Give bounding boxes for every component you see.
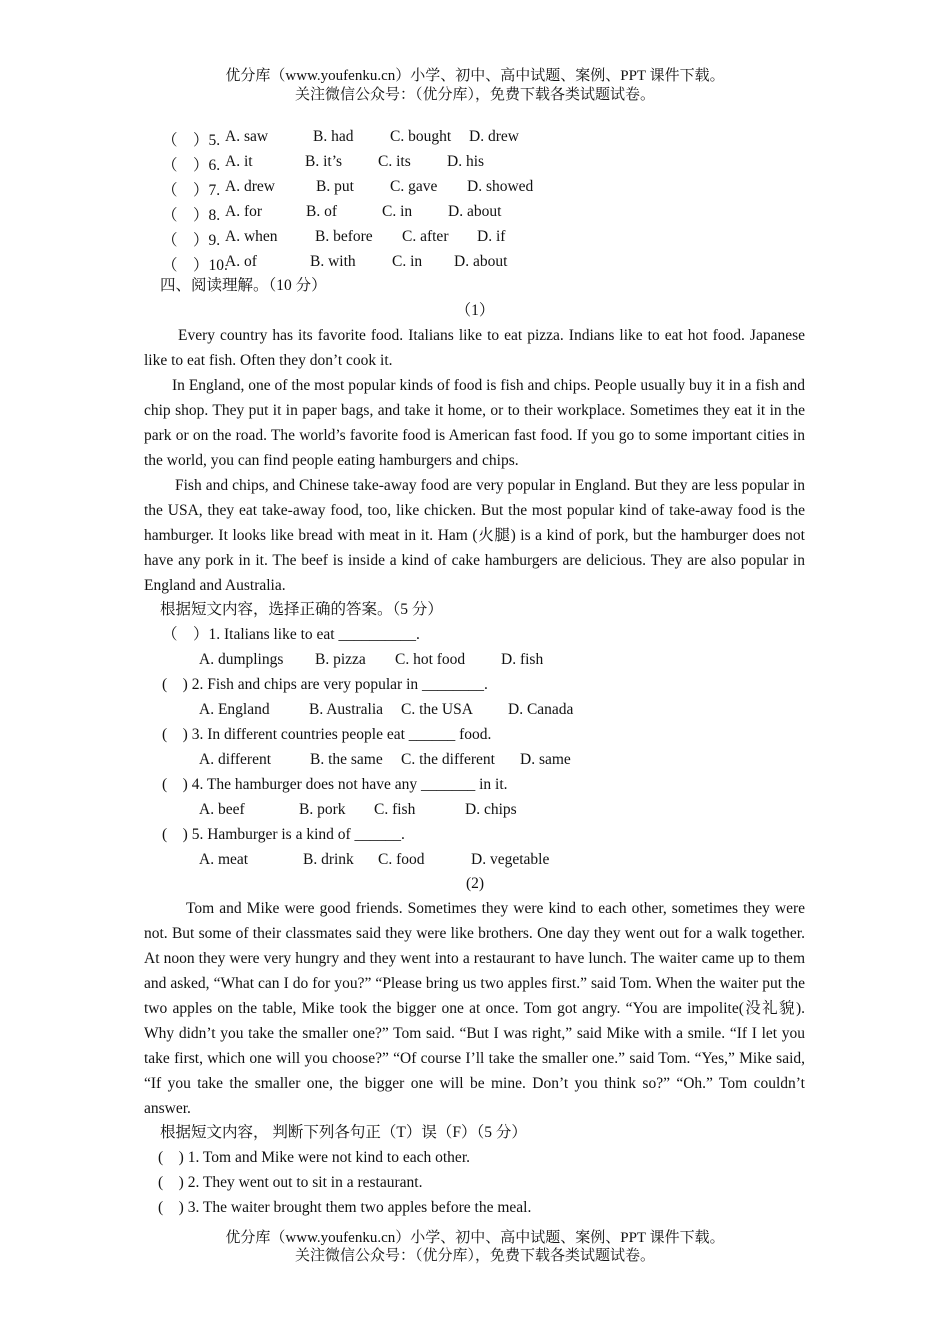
question-5: ( ) 5. Hamburger is a kind of ______. [162, 826, 405, 843]
header-line-1: 优分库（www.youfenku.cn）小学、初中、高中试题、案例、PPT 课件下载。 [225, 68, 725, 84]
q1-option-b: B. pizza [315, 651, 366, 668]
option-d: D. his [447, 153, 485, 170]
q3-option-c: C. the different [401, 751, 495, 768]
section-title: 四、阅读理解。（10 分） [160, 277, 327, 294]
passage-1-paragraph-2: In England, one of the most popular kinds of food is fish and chips. People usually buy it in a fish and chip shop. They put it in paper bags, and take it home, or to their workplace. Sometimes they eat it in the park or on the road. The world’s favorite food is American fast food. If you go to some important cities in the world, you can find people eating hamburgers and chips. [144, 377, 805, 469]
q4-option-d: D. chips [465, 801, 517, 818]
option-c: C. after [402, 228, 449, 245]
option-c: C. gave [390, 178, 438, 195]
statement-1: ( ) 1. Tom and Mike were not kind to each other. [158, 1149, 470, 1166]
option-a: A. it [225, 153, 253, 170]
option-b: B. put [316, 178, 354, 195]
option-b: B. of [306, 203, 337, 220]
statement-2: ( ) 2. They went out to sit in a restaurant. [158, 1174, 423, 1191]
option-a: A. saw [225, 128, 269, 145]
footer-line-2: 关注微信公众号：（优分库），免费下载各类试题试卷。 [294, 1248, 655, 1264]
q3-option-a: A. different [199, 751, 272, 768]
q5-option-d: D. vegetable [471, 851, 550, 868]
option-b: B. it’s [305, 153, 343, 170]
passage-1-paragraph-3: Fish and chips, and Chinese take-away food are very popular in England. But they are less popular in the USA, they eat take-away food, too, like chicken. But the most popular kind of take-away food is the hamburger. It looks like bread with meat in it. Ham (火腿) is a kind of pork, but the hamburger does not have any pork in it. The beef is inside a kind of cake hamburgers are delicious. They are also popular in England and Australia. [144, 477, 805, 594]
option-d: D. about [448, 203, 502, 220]
q5-option-b: B. drink [303, 851, 354, 868]
option-d: D. about [454, 253, 508, 270]
q4-option-b: B. pork [299, 801, 346, 818]
q4-option-a: A. beef [199, 801, 245, 818]
question-number: （ ）8. [162, 207, 221, 224]
option-a: A. drew [225, 178, 275, 195]
statement-3: ( ) 3. The waiter brought them two apples before the meal. [158, 1199, 532, 1216]
question-number: （ ）10. [162, 257, 228, 274]
q4-option-c: C. fish [374, 801, 416, 818]
q2-option-a: A. England [199, 701, 270, 718]
q3-option-b: B. the same [310, 751, 383, 768]
q1-option-d: D. fish [501, 651, 544, 668]
q2-option-b: B. Australia [309, 701, 384, 718]
question-2: ( ) 2. Fish and chips are very popular in ________. [162, 676, 488, 693]
header-line-2: 关注微信公众号：（优分库），免费下载各类试题试卷。 [294, 87, 655, 103]
option-a: A. when [225, 228, 278, 245]
question-number: （ ）5. [162, 132, 221, 149]
option-b: B. with [310, 253, 356, 270]
footer-line-1: 优分库（www.youfenku.cn）小学、初中、高中试题、案例、PPT 课件下载。 [225, 1230, 725, 1246]
option-d: D. if [477, 228, 506, 245]
q3-option-d: D. same [520, 751, 571, 768]
q5-option-c: C. food [378, 851, 425, 868]
question-1: （ ）1. Italians like to eat __________. [162, 626, 420, 643]
q2-option-d: D. Canada [508, 701, 574, 718]
q5-option-a: A. meat [199, 851, 249, 868]
option-a: A. of [225, 253, 257, 270]
option-c: C. its [378, 153, 411, 170]
question-number: （ ）7. [162, 182, 221, 199]
question-3: ( ) 3. In different countries people eat ______ food. [162, 726, 492, 743]
q2-option-c: C. the USA [401, 701, 473, 718]
q1-option-c: C. hot food [395, 651, 466, 668]
question-4: ( ) 4. The hamburger does not have any _______ in it. [162, 776, 508, 793]
q1-option-a: A. dumplings [199, 651, 284, 668]
option-d: D. showed [467, 178, 534, 195]
option-b: B. had [313, 128, 354, 145]
passage-1-paragraph-1: Every country has its favorite food. Italians like to eat pizza. Indians like to eat hot food. Japanese like to eat fish. Often they don’t cook it. [144, 327, 805, 369]
option-c: C. in [382, 203, 413, 220]
option-c: C. in [392, 253, 423, 270]
question-number: （ ）6. [162, 157, 221, 174]
option-d: D. drew [469, 128, 519, 145]
passage-2-paragraph: Tom and Mike were good friends. Sometimes they were kind to each other, sometimes they were not. But some of their classmates said they were like brothers. One day they went out for a walk together. At noon they were very hungry and they went into a restaurant to have lunch. The waiter came up to them and asked, “What can I do for you?” “Please bring us two apples first.” said Tom. When the waiter put the two apples on the table, Mike took the bigger one at once. Tom got angry. “You are impolite(没礼貌). Why didn’t you take the smaller one?” Tom said. “But I was right,” said Mike with a smile. “If I let you take first, which one will you choose?” “Of course I’ll take the smaller one.” said Tom. “Yes,” Mike said, “If you take the smaller one, the bigger one will be mine. Don’t you think so?” “Oh.” Tom couldn’t answer. [144, 900, 805, 1117]
passage-1-label: （1） [455, 302, 495, 319]
option-a: A. for [225, 203, 263, 220]
option-c: C. bought [390, 128, 452, 145]
passage-1-instruction: 根据短文内容，选择正确的答案。（5 分） [160, 601, 443, 618]
passage-2-label: (2) [465, 875, 485, 892]
passage-2-instruction: 根据短文内容， 判断下列各句正（T）误（F）（5 分） [160, 1124, 527, 1141]
question-number: （ ）9. [162, 232, 221, 249]
option-b: B. before [315, 228, 373, 245]
